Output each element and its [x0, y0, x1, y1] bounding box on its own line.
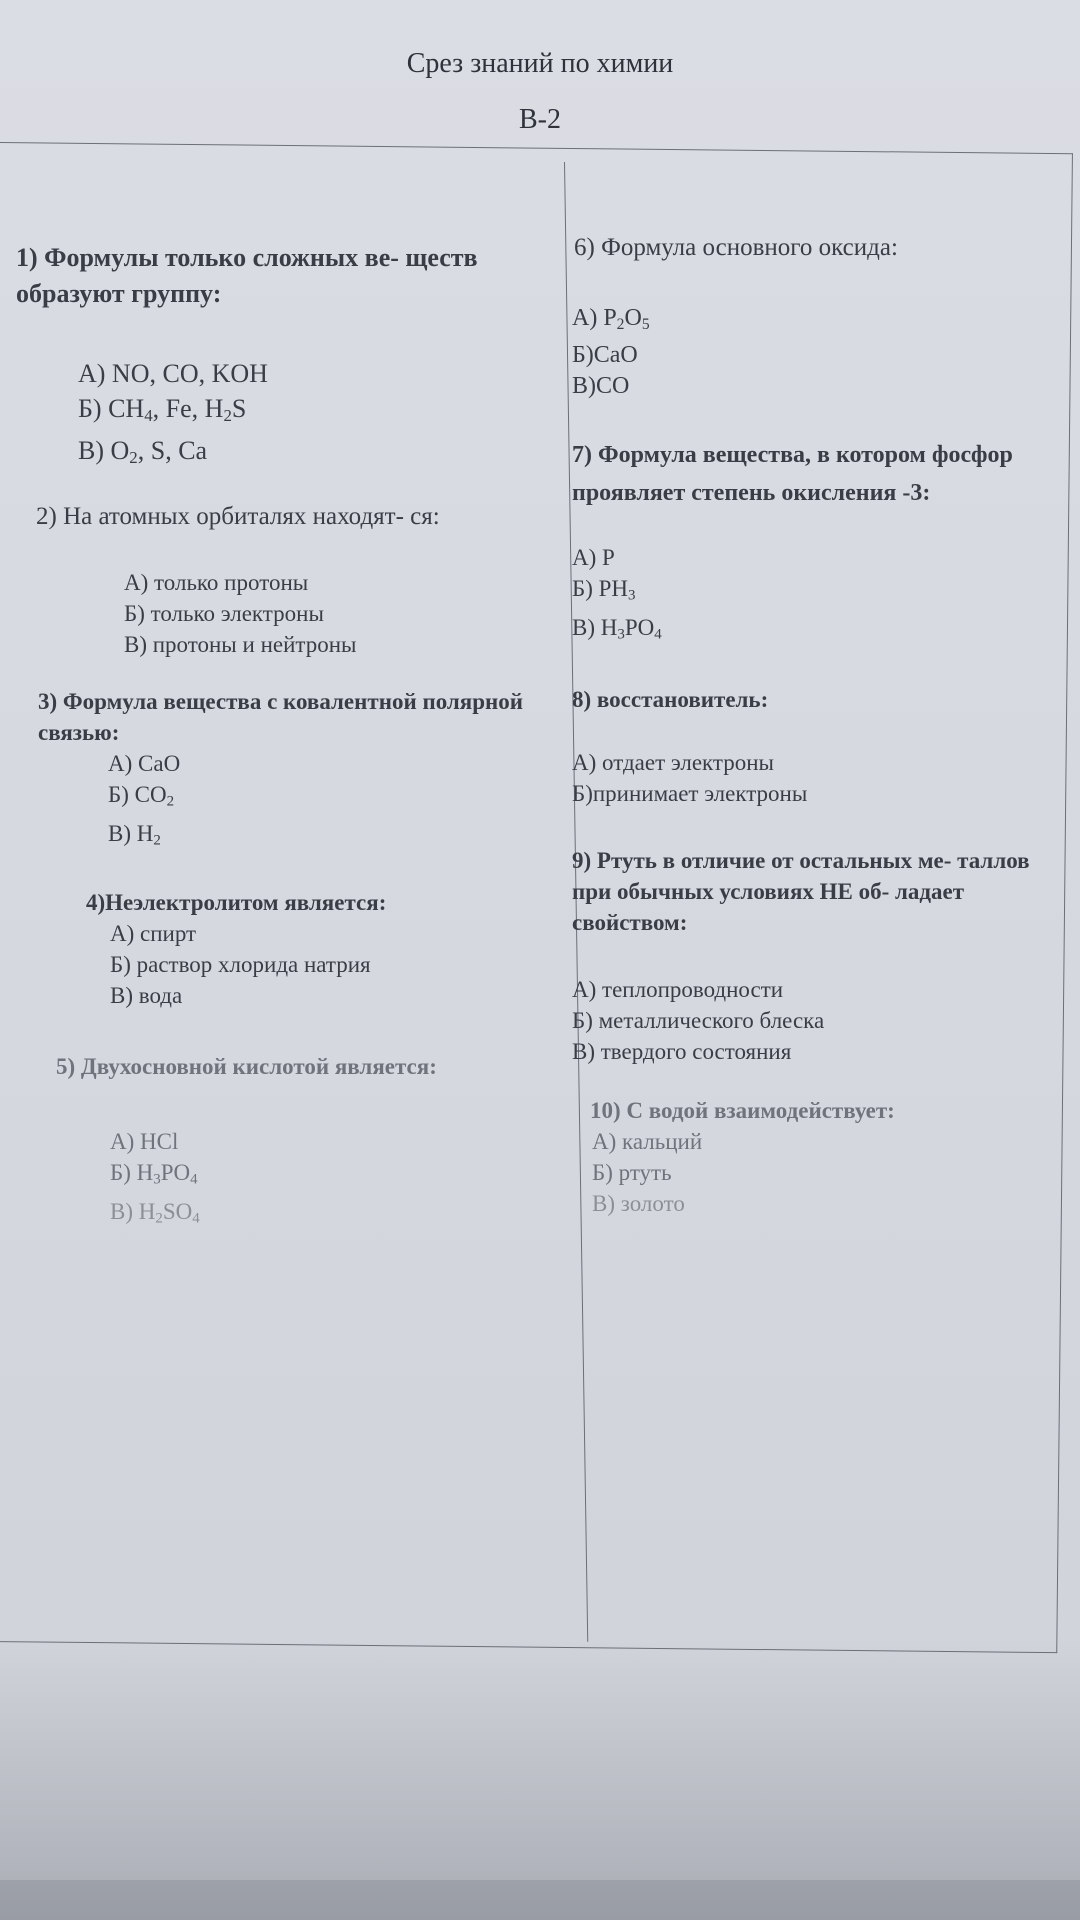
question-8-options: [572, 747, 1042, 809]
q5-b-pre: Б) H: [110, 1159, 154, 1185]
question-7-options: [572, 542, 1042, 650]
question-8-option-a: А) отдает электроны: [572, 750, 774, 776]
question-4: [16, 887, 526, 1011]
question-5-option-a: А) HCl: [110, 1128, 179, 1154]
question-7-option-a: А) P: [572, 544, 615, 570]
q7-c-sub2: 4: [654, 626, 662, 643]
bottom-shadow: [0, 1640, 1080, 1920]
question-9-option-b: Б) металлического блеска: [572, 1008, 825, 1034]
q6-a-sub1: 2: [616, 315, 625, 333]
question-1-options: [16, 356, 526, 475]
question-3-option-a: А) CaO: [108, 751, 181, 777]
question-7-text: 7) Формула вещества, в котором фосфор проявляет степень окисления -3:: [572, 441, 1013, 506]
question-9-option-c: В) твердого состояния: [572, 1039, 792, 1065]
question-5-options: [56, 1126, 526, 1234]
question-1-text: 1) Формулы только сложных ве- ществ образуют группу:: [16, 243, 478, 308]
question-10-option-c: В) золото: [592, 1191, 685, 1217]
q1-b-sub1: 4: [144, 406, 153, 426]
q5-b-mid: PO: [160, 1159, 191, 1185]
question-2-options: [36, 567, 526, 660]
question-2-option-c: В) протоны и нейтроны: [124, 632, 357, 658]
question-2-option-a: А) только протоны: [124, 570, 309, 596]
q7-c-pre: В) H: [572, 614, 618, 640]
q3-c-sub1: 2: [153, 832, 161, 849]
left-column: [16, 240, 526, 1234]
question-5: [16, 1051, 526, 1234]
q6-a-sub2: 5: [641, 315, 650, 333]
question-10-text: 10) С водой взаимодействует:: [590, 1098, 895, 1124]
question-6-text: 6) Формула основного оксида:: [574, 234, 898, 261]
question-9-text: 9) Ртуть в отличие от остальных ме- таллов при обычных условиях НЕ об- ладает свойством:: [572, 848, 1030, 936]
q6-a-mid: O: [624, 305, 642, 331]
q6-a-pre: А) P: [572, 305, 617, 331]
question-4-option-a: А) спирт: [110, 920, 197, 946]
q3-c-pre: В) H: [108, 821, 154, 847]
question-8: [572, 684, 1042, 809]
q7-b-sub1: 3: [628, 587, 636, 604]
q7-b-pre: Б) PH: [572, 575, 629, 601]
right-column: [572, 232, 1042, 1219]
question-6-option-c: В)CO: [572, 372, 630, 399]
question-2-option-b: Б) только электроны: [124, 601, 324, 627]
question-3-text: 3) Формула вещества с ковалентной полярной связью:: [38, 689, 524, 746]
question-1: [16, 240, 526, 475]
question-5-option-c: [110, 1196, 526, 1235]
q3-b-sub1: 2: [166, 794, 175, 811]
question-3-option-c: [108, 818, 526, 857]
question-8-option-b: Б)принимает электроны: [572, 781, 808, 807]
question-6-options: [572, 303, 1042, 402]
q1-c-sub1: 2: [129, 448, 138, 468]
question-6: [572, 232, 1042, 402]
question-1-option-a: А) NO, CO, KOH: [78, 359, 268, 388]
q7-c-mid: PO: [624, 614, 655, 640]
q1-c-pre: В) O: [78, 436, 130, 466]
page-title: Срез знаний по химии: [406, 48, 674, 79]
q1-b-sub2: 2: [223, 406, 232, 426]
q5-c-sub2: 4: [192, 1210, 200, 1227]
question-7-option-c: [572, 612, 1042, 651]
q1-b-post: S: [231, 394, 247, 423]
question-5-text: 5) Двухосновной кислотой является:: [56, 1053, 437, 1079]
question-4-option-b: Б) раствор хлорида натрия: [110, 951, 371, 977]
q5-b-sub1: 3: [153, 1171, 161, 1188]
question-1-option-b: [78, 391, 526, 433]
question-7-option-b: [572, 573, 1042, 612]
question-10-option-b: Б) ртуть: [592, 1160, 672, 1186]
question-5-option-b: [110, 1157, 526, 1196]
question-6-option-a: [572, 303, 1042, 340]
question-8-text: 8) восстановитель:: [572, 687, 769, 713]
question-9-option-a: А) теплопроводности: [572, 977, 784, 1003]
q1-c-post: , S, Ca: [137, 436, 208, 466]
variant-label: В-2: [519, 104, 561, 135]
q5-b-sub2: 4: [190, 1171, 198, 1188]
q5-c-mid: SO: [162, 1198, 193, 1224]
question-6-option-b: Б)CaO: [572, 341, 638, 368]
question-7: [572, 436, 1042, 650]
question-10-options: [590, 1126, 1042, 1219]
question-2: [16, 497, 526, 660]
q7-c-sub1: 3: [617, 626, 625, 643]
question-4-option-c: В) вода: [110, 982, 183, 1008]
q1-b-mid: , Fe, H: [152, 394, 224, 423]
question-10: [572, 1095, 1042, 1219]
question-3-options: [38, 748, 526, 856]
q1-b-pre: Б) CH: [78, 394, 145, 423]
question-3: [16, 686, 526, 856]
q5-c-pre: В) H: [110, 1198, 156, 1224]
question-4-options: [86, 918, 526, 1011]
question-3-option-b: [108, 779, 526, 818]
question-2-text: 2) На атомных орбиталях находят- ся:: [36, 503, 440, 531]
question-9-options: [572, 974, 1042, 1067]
question-4-text: 4)Неэлектролитом является:: [86, 889, 387, 915]
question-10-option-a: А) кальций: [592, 1129, 703, 1155]
q3-b-pre: Б) CO: [108, 782, 167, 808]
q5-c-sub1: 2: [155, 1210, 163, 1227]
question-1-option-c: [78, 433, 526, 475]
question-9: [572, 845, 1042, 1067]
